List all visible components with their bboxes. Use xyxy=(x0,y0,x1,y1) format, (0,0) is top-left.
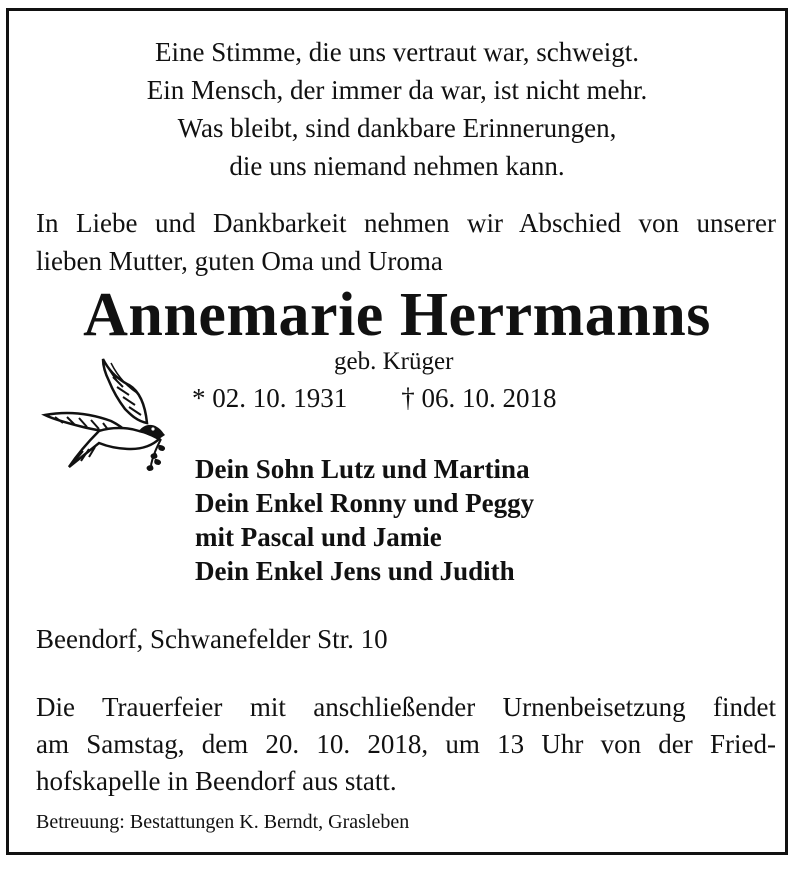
death-date: † 06. 10. 2018 xyxy=(401,383,557,413)
ceremony-line: am Samstag, dem 20. 10. 2018, um 13 Uhr von der Fried- xyxy=(36,729,776,759)
deceased-name: Annemarie Herrmanns xyxy=(83,281,711,349)
ceremony-notice xyxy=(36,689,776,800)
family-line: Dein Enkel Jens und Judith xyxy=(195,556,515,586)
poem-line: Eine Stimme, die uns vertraut war, schweigt. xyxy=(154,37,640,67)
family-line: Dein Sohn Lutz und Martina xyxy=(195,454,530,484)
intro-line-1: In Liebe und Dankbarkeit nehmen wir Abschied von unserer xyxy=(36,208,776,238)
ceremony-line: hofskapelle in Beendorf aus statt. xyxy=(36,766,397,796)
poem-line: Ein Mensch, der immer da war, ist nicht mehr. xyxy=(146,75,648,105)
life-dates xyxy=(192,379,557,417)
birth-name: geb. Krüger xyxy=(334,348,454,375)
dove-icon xyxy=(39,351,189,481)
ceremony-line: Die Trauerfeier mit anschließender Urnenbeisetzung findet xyxy=(36,692,776,722)
family-list xyxy=(195,452,534,588)
family-line: Dein Enkel Ronny und Peggy xyxy=(195,488,535,518)
birth-date: * 02. 10. 1931 xyxy=(192,383,348,413)
funeral-home-credit: Betreuung: Bestattungen K. Berndt, Grasleben xyxy=(36,811,410,833)
poem xyxy=(9,33,785,185)
poem-line: Was bleibt, sind dankbare Erinnerungen, xyxy=(177,113,617,143)
intro-line-2: lieben Mutter, guten Oma und Uroma xyxy=(36,246,443,276)
family-line: mit Pascal und Jamie xyxy=(195,522,442,552)
obituary-frame xyxy=(6,8,788,855)
poem-line: die uns niemand nehmen kann. xyxy=(229,151,565,181)
address: Beendorf, Schwanefelder Str. 10 xyxy=(36,624,388,654)
